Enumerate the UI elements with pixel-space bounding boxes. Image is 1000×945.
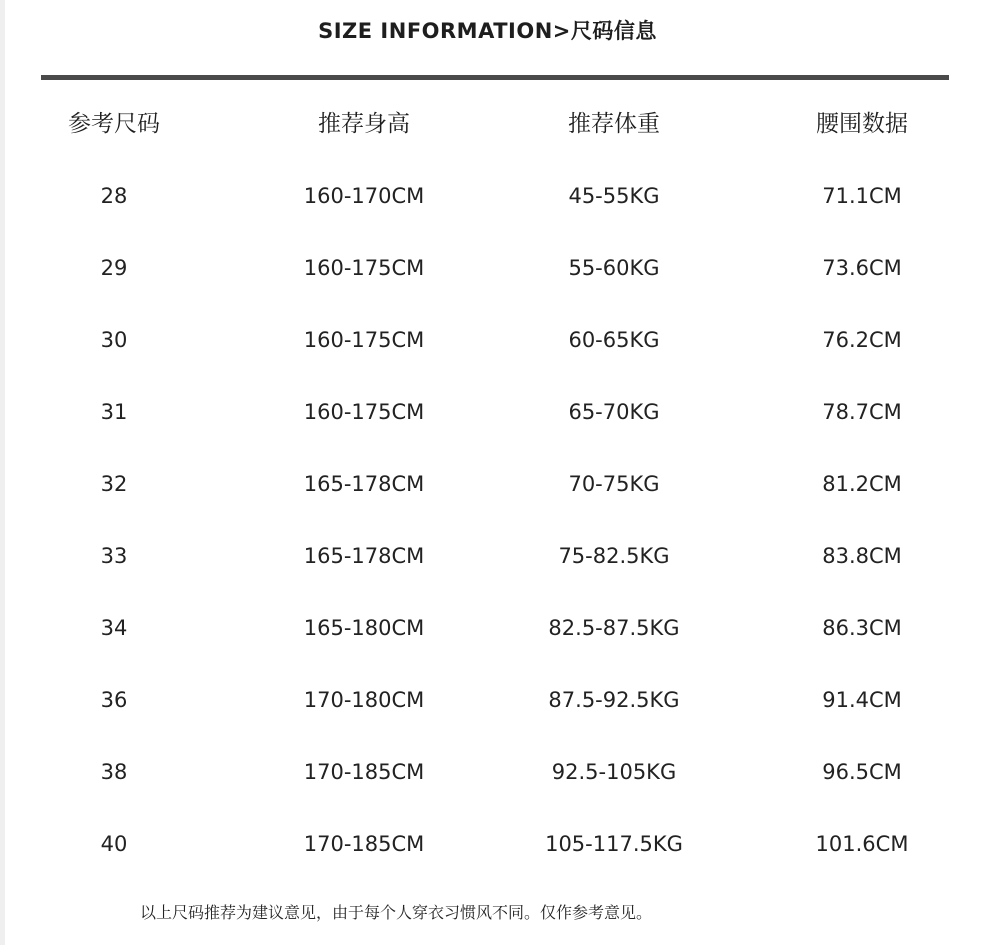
cell-size: 29 (100, 256, 128, 280)
cell-weight: 70-75KG (568, 472, 660, 496)
cell-size: 34 (100, 616, 128, 640)
cell-size: 32 (100, 472, 128, 496)
cell-size: 40 (100, 832, 128, 856)
table-row (0, 808, 1000, 880)
table-row (0, 448, 1000, 520)
cell-height: 170-185CM (303, 832, 425, 856)
header-height: 推荐身高 (318, 111, 410, 137)
header-waist: 腰围数据 (816, 111, 908, 137)
cell-waist: 71.1CM (822, 184, 902, 208)
table-row (0, 376, 1000, 448)
cell-size: 31 (100, 400, 128, 424)
header-weight: 推荐体重 (568, 111, 660, 137)
cell-waist: 86.3CM (822, 616, 902, 640)
cell-weight: 92.5-105KG (551, 760, 677, 784)
cell-weight: 45-55KG (568, 184, 660, 208)
cell-size: 33 (100, 544, 128, 568)
cell-waist: 76.2CM (822, 328, 902, 352)
cell-weight: 105-117.5KG (545, 832, 683, 856)
table-row (0, 520, 1000, 592)
table-row (0, 304, 1000, 376)
cell-waist: 73.6CM (822, 256, 902, 280)
footnote: 以上尺码推荐为建议意见，由于每个人穿衣习惯风不同。仅作参考意见。 (140, 903, 653, 922)
cell-weight: 87.5-92.5KG (548, 688, 680, 712)
cell-waist: 78.7CM (822, 400, 902, 424)
cell-waist: 96.5CM (822, 760, 902, 784)
cell-weight: 60-65KG (568, 328, 660, 352)
page-title: SIZE INFORMATION>尺码信息 (318, 19, 657, 43)
cell-height: 165-178CM (303, 544, 425, 568)
table-row (0, 592, 1000, 664)
cell-waist: 91.4CM (822, 688, 902, 712)
table-row (0, 736, 1000, 808)
cell-height: 160-170CM (303, 184, 425, 208)
cell-height: 160-175CM (303, 256, 425, 280)
table-row (0, 664, 1000, 736)
table-row (0, 232, 1000, 304)
cell-weight: 75-82.5KG (558, 544, 670, 568)
cell-height: 170-185CM (303, 760, 425, 784)
divider-rule (41, 75, 949, 80)
cell-waist: 83.8CM (822, 544, 902, 568)
cell-height: 165-178CM (303, 472, 425, 496)
cell-weight: 55-60KG (568, 256, 660, 280)
cell-waist: 81.2CM (822, 472, 902, 496)
cell-weight: 82.5-87.5KG (548, 616, 680, 640)
cell-size: 30 (100, 328, 128, 352)
header-size: 参考尺码 (68, 111, 160, 137)
cell-height: 160-175CM (303, 328, 425, 352)
cell-weight: 65-70KG (568, 400, 660, 424)
cell-size: 38 (100, 760, 128, 784)
cell-height: 165-180CM (303, 616, 425, 640)
table-body (0, 160, 1000, 880)
table-header-row (0, 88, 1000, 160)
cell-height: 170-180CM (303, 688, 425, 712)
cell-waist: 101.6CM (815, 832, 909, 856)
cell-size: 28 (100, 184, 128, 208)
size-table (0, 88, 1000, 880)
table-row (0, 160, 1000, 232)
cell-height: 160-175CM (303, 400, 425, 424)
cell-size: 36 (100, 688, 128, 712)
